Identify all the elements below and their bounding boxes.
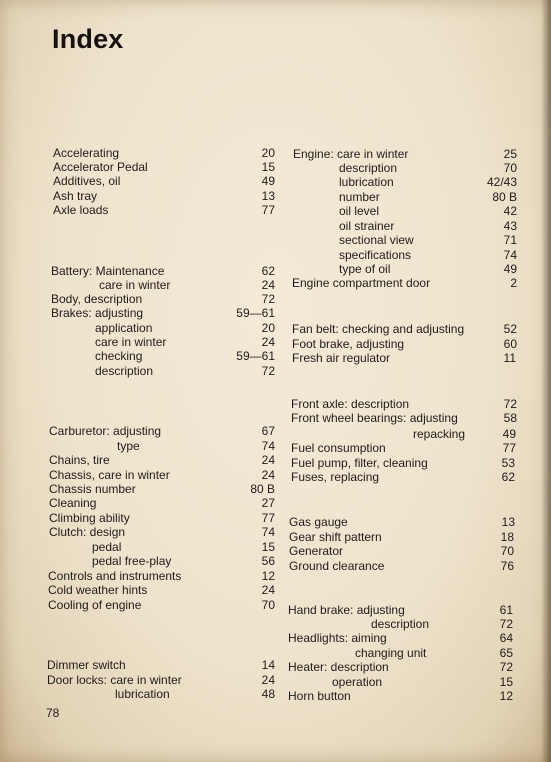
left-entry-label: Battery: Maintenance bbox=[51, 264, 165, 278]
left-entry-page: 74 bbox=[261, 525, 275, 539]
page-number: 78 bbox=[46, 706, 60, 720]
left-entry-page: 24 bbox=[261, 453, 275, 467]
left-entry-label: Brakes: adjusting bbox=[51, 306, 144, 320]
right-entry-page: 2 bbox=[510, 276, 517, 290]
right-entry-page: 42/43 bbox=[486, 175, 517, 189]
right-entry-page: 15 bbox=[499, 675, 513, 689]
left-entry-page: 48 bbox=[261, 687, 275, 701]
left-entry-page: 24 bbox=[261, 278, 275, 292]
left-entry-label: Chains, tire bbox=[49, 453, 110, 467]
left-entry-page: 20 bbox=[261, 146, 275, 160]
right-entry-label: Ground clearance bbox=[289, 559, 385, 573]
left-entry-page: 13 bbox=[261, 189, 275, 203]
left-entry-label: care in winter bbox=[99, 278, 171, 292]
right-entry-label: Gas gauge bbox=[289, 515, 348, 529]
right-entry-label: oil strainer bbox=[339, 219, 395, 233]
right-entry-label: Heater: description bbox=[288, 660, 389, 674]
left-entry-page: 80 B bbox=[250, 482, 275, 496]
left-entry-page: 72 bbox=[261, 292, 275, 306]
right-entry-label: sectional view bbox=[339, 233, 414, 247]
right-entry-page: 76 bbox=[500, 559, 514, 573]
right-entry-label: Headlights: aiming bbox=[288, 631, 387, 645]
right-entry-page: 60 bbox=[503, 337, 517, 351]
left-entry-label: Cleaning bbox=[49, 496, 97, 510]
right-entry-label: type of oil bbox=[339, 262, 391, 276]
right-entry-label: Fresh air regulator bbox=[292, 351, 391, 365]
left-entry-page: 24 bbox=[261, 468, 275, 482]
left-entry-page: 77 bbox=[261, 511, 275, 525]
left-entry-label: Cooling of engine bbox=[48, 598, 142, 612]
left-entry-label: checking bbox=[95, 349, 143, 363]
left-entry-label: Ash tray bbox=[53, 189, 98, 203]
right-entry-page: 65 bbox=[499, 646, 513, 660]
right-entry-page: 42 bbox=[503, 204, 517, 218]
left-entry-label: pedal bbox=[92, 540, 122, 554]
right-entry-page: 71 bbox=[503, 233, 517, 247]
right-entry-label: Foot brake, adjusting bbox=[292, 337, 405, 351]
left-entry-label: care in winter bbox=[95, 335, 167, 349]
right-entry-page: 43 bbox=[503, 219, 517, 233]
right-entry-label: Fuel consumption bbox=[291, 441, 386, 455]
right-entry-label: repacking bbox=[413, 427, 466, 441]
left-entry-label: Chassis number bbox=[49, 482, 136, 496]
right-entry-page: 53 bbox=[501, 456, 515, 470]
left-entry-label: Accelerating bbox=[53, 146, 120, 160]
right-entry-page: 12 bbox=[499, 689, 513, 703]
left-entry-label: Climbing ability bbox=[49, 511, 130, 525]
right-entry-page: 49 bbox=[502, 427, 516, 441]
right-entry-page: 80 B bbox=[492, 190, 517, 204]
right-entry-page: 74 bbox=[503, 248, 517, 262]
left-entry-page: 15 bbox=[261, 160, 275, 174]
right-entry-page: 11 bbox=[503, 351, 516, 365]
left-entry-label: Body, description bbox=[51, 292, 143, 306]
right-entry-label: Front wheel bearings: adjusting bbox=[291, 411, 458, 425]
right-entry-label: Generator bbox=[289, 544, 344, 558]
right-entry-label: Engine: care in winter bbox=[293, 147, 409, 161]
left-entry-label: Accelerator Pedal bbox=[53, 160, 148, 174]
left-entry-label: Dimmer switch bbox=[47, 658, 126, 672]
right-entry-page: 52 bbox=[503, 322, 517, 336]
right-entry-label: lubrication bbox=[339, 175, 394, 189]
left-entry-label: type bbox=[117, 439, 140, 453]
left-entry-page: 20 bbox=[261, 321, 275, 335]
right-entry-label: Fuel pump, filter, cleaning bbox=[291, 456, 428, 470]
left-entry-page: 59—61 bbox=[236, 306, 275, 320]
left-entry-page: 24 bbox=[261, 335, 275, 349]
left-entry-page: 12 bbox=[261, 569, 275, 583]
right-entry-page: 72 bbox=[499, 660, 513, 674]
page-title: Index bbox=[52, 24, 124, 54]
right-entry-page: 61 bbox=[499, 603, 513, 617]
right-entry-label: oil level bbox=[339, 204, 380, 218]
right-entry-page: 62 bbox=[501, 470, 515, 484]
right-entry-label: Front axle: description bbox=[291, 397, 410, 411]
right-entry-label: description bbox=[339, 161, 398, 175]
right-entry-label: Horn button bbox=[288, 689, 351, 703]
left-entry-page: 14 bbox=[261, 658, 275, 672]
left-entry-page: 27 bbox=[261, 496, 275, 510]
left-entry-page: 74 bbox=[261, 439, 275, 453]
right-entry-label: Engine compartment door bbox=[292, 276, 431, 290]
right-entry-page: 58 bbox=[503, 411, 517, 425]
left-entry-label: Additives, oil bbox=[53, 174, 121, 188]
right-entry-page: 72 bbox=[499, 617, 513, 631]
right-entry-label: Hand brake: adjusting bbox=[288, 603, 405, 617]
left-entry-label: Door locks: care in winter bbox=[47, 673, 182, 687]
right-entry-label: specifications bbox=[339, 248, 412, 262]
left-entry-page: 59—61 bbox=[236, 349, 275, 363]
left-entry-label: Controls and instruments bbox=[48, 569, 182, 583]
left-entry-page: 72 bbox=[261, 364, 275, 378]
right-entry-page: 25 bbox=[503, 147, 517, 161]
right-entry-page: 70 bbox=[500, 544, 514, 558]
left-entry-page: 62 bbox=[261, 264, 275, 278]
left-entry-label: Clutch: design bbox=[49, 525, 126, 539]
right-entry-page: 13 bbox=[501, 515, 515, 529]
right-entry-page: 72 bbox=[503, 397, 517, 411]
right-entry-page: 64 bbox=[499, 631, 513, 645]
right-entry-label: number bbox=[339, 190, 380, 204]
right-entry-label: operation bbox=[332, 675, 383, 689]
right-entry-label: description bbox=[371, 617, 430, 631]
left-entry-label: Carburetor: adjusting bbox=[49, 424, 162, 438]
left-entry-page: 49 bbox=[261, 174, 275, 188]
right-entry-page: 18 bbox=[500, 530, 514, 544]
left-entry-page: 67 bbox=[261, 424, 275, 438]
left-entry-label: Chassis, care in winter bbox=[49, 468, 170, 482]
left-entry-page: 70 bbox=[261, 598, 275, 612]
right-entry-label: Fan belt: checking and adjusting bbox=[292, 322, 465, 336]
left-entry-page: 77 bbox=[261, 203, 275, 217]
right-entry-label: Gear shift pattern bbox=[289, 530, 382, 544]
left-entry-label: application bbox=[95, 321, 153, 335]
left-entry-label: pedal free-play bbox=[92, 554, 172, 568]
left-entry-page: 56 bbox=[261, 554, 275, 568]
left-entry-page: 24 bbox=[261, 583, 275, 597]
right-entry-page: 77 bbox=[502, 441, 516, 455]
right-entry-label: Fuses, replacing bbox=[291, 470, 380, 484]
right-entry-page: 49 bbox=[503, 262, 517, 276]
left-entry-page: 15 bbox=[261, 540, 275, 554]
left-entry-page: 24 bbox=[261, 673, 275, 687]
left-entry-label: lubrication bbox=[115, 687, 170, 701]
right-entry-label: changing unit bbox=[355, 646, 427, 660]
right-entry-page: 70 bbox=[503, 161, 517, 175]
left-entry-label: description bbox=[95, 364, 154, 378]
left-entry-label: Cold weather hints bbox=[48, 583, 148, 597]
left-entry-label: Axle loads bbox=[53, 203, 109, 217]
